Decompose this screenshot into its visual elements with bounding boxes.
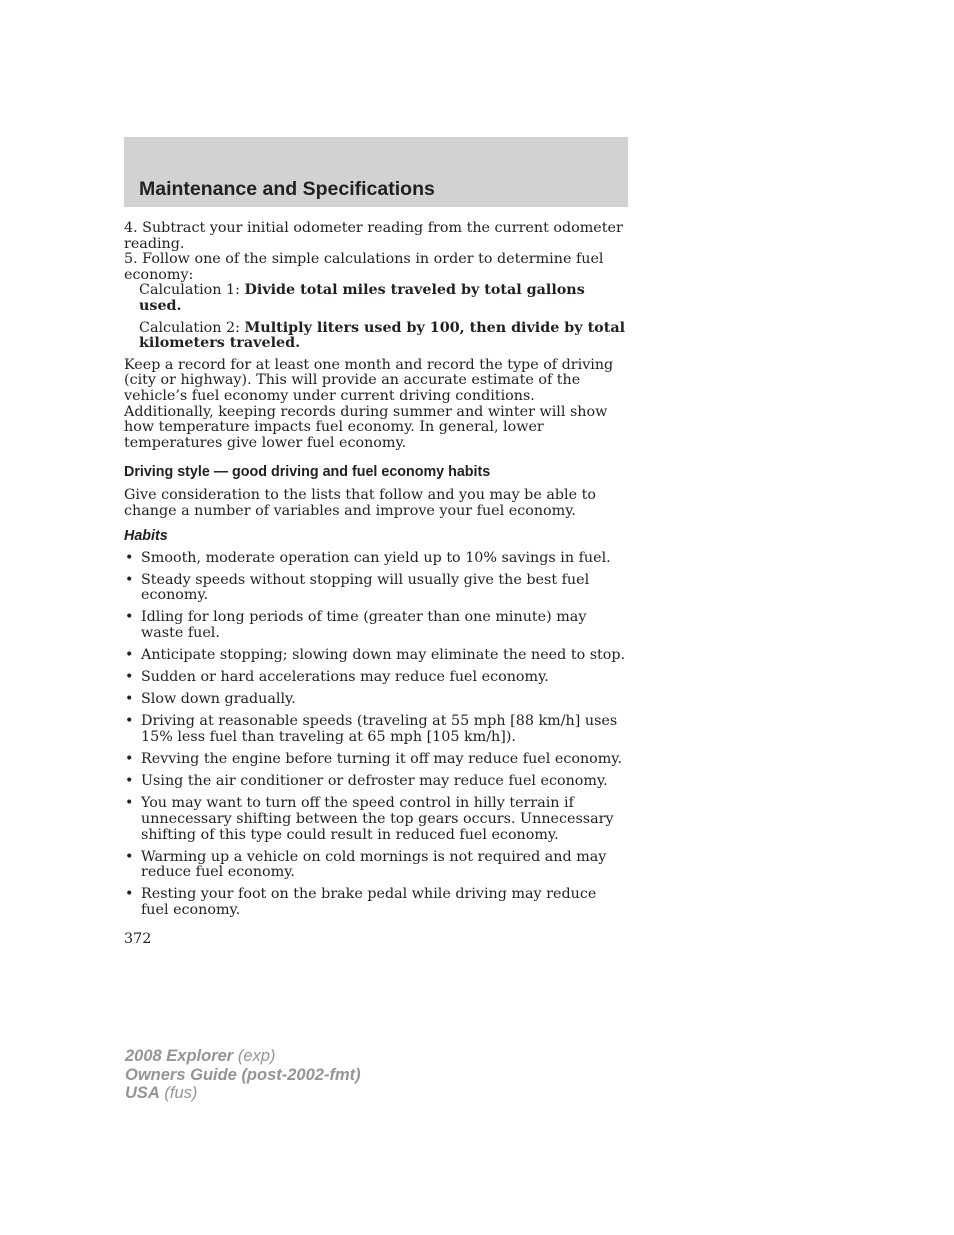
- habits-heading: Habits: [124, 528, 168, 545]
- calculation-2: [139, 321, 628, 352]
- list-item: • Slow down gradually.: [124, 692, 628, 708]
- document-footer: [125, 1047, 361, 1103]
- list-item: • Using the air conditioner or defroster may reduce fuel economy.: [124, 774, 628, 790]
- calculation-2-text: Multiply liters used by 100, then divide by total kilometers traveled.: [139, 319, 626, 352]
- page-number: 372: [124, 931, 152, 948]
- list-item: • Anticipate stopping; slowing down may eliminate the need to stop.: [124, 648, 628, 664]
- driving-style-heading: Driving style — good driving and fuel economy habits: [124, 464, 491, 481]
- footer-model-code: (exp): [233, 1047, 276, 1065]
- footer-market: USA: [125, 1084, 160, 1102]
- list-item: • Smooth, moderate operation can yield up to 10% savings in fuel.: [124, 551, 628, 567]
- footer-line-3: [125, 1084, 361, 1103]
- section-header-band: [124, 137, 628, 207]
- habits-list: [124, 551, 628, 919]
- list-item: • Driving at reasonable speeds (traveling at 55 mph [88 km/h] uses 15% less fuel than traveling at 65 mph [105 km/h]).: [124, 714, 628, 745]
- footer-guide: Owners Guide (post-2002-fmt): [125, 1065, 361, 1084]
- calculation-1: [139, 283, 628, 314]
- list-item: • You may want to turn off the speed control in hilly terrain if unnecessary shifting between the top gears occurs. Unnecessary shifting of this type could result in reduced fuel economy.: [124, 796, 628, 843]
- calculation-1-text: Divide total miles traveled by total gallons used.: [139, 282, 585, 314]
- list-item: • Revving the engine before turning it off may reduce fuel economy.: [124, 752, 628, 768]
- list-item: • Resting your foot on the brake pedal while driving may reduce fuel economy.: [124, 887, 628, 918]
- calculation-2-label: Calculation 2:: [139, 319, 245, 336]
- step-5: 5. Follow one of the simple calculations in order to determine fuel economy:: [124, 251, 604, 283]
- record-paragraph: Keep a record for at least one month and record the type of driving (city or highway). This will provide an accurate estimate of the vehicle’s fuel economy under current driving conditions. Additionally, keeping records during summer and winter will show how temperature impacts fuel economy. In general, lower temperatures give lower fuel economy.: [124, 356, 614, 451]
- footer-model: 2008 Explorer: [125, 1047, 234, 1065]
- footer-line-1: [125, 1047, 361, 1066]
- list-item: • Sudden or hard accelerations may reduce fuel economy.: [124, 670, 628, 686]
- page-content: [124, 221, 628, 948]
- step-4: 4. Subtract your initial odometer reading from the current odometer reading.: [124, 220, 623, 252]
- list-item: • Warming up a vehicle on cold mornings is not required and may reduce fuel economy.: [124, 850, 628, 881]
- list-item: • Steady speeds without stopping will usually give the best fuel economy.: [124, 573, 628, 604]
- driving-style-intro: Give consideration to the lists that follow and you may be able to change a number of variables and improve your fuel economy.: [124, 486, 596, 519]
- footer-line-2: [125, 1066, 361, 1085]
- list-item: • Idling for long periods of time (greater than one minute) may waste fuel.: [124, 610, 628, 641]
- footer-market-code: (fus): [159, 1084, 198, 1102]
- calculation-1-label: Calculation 1:: [139, 282, 245, 299]
- section-title: Maintenance and Specifications: [139, 178, 435, 200]
